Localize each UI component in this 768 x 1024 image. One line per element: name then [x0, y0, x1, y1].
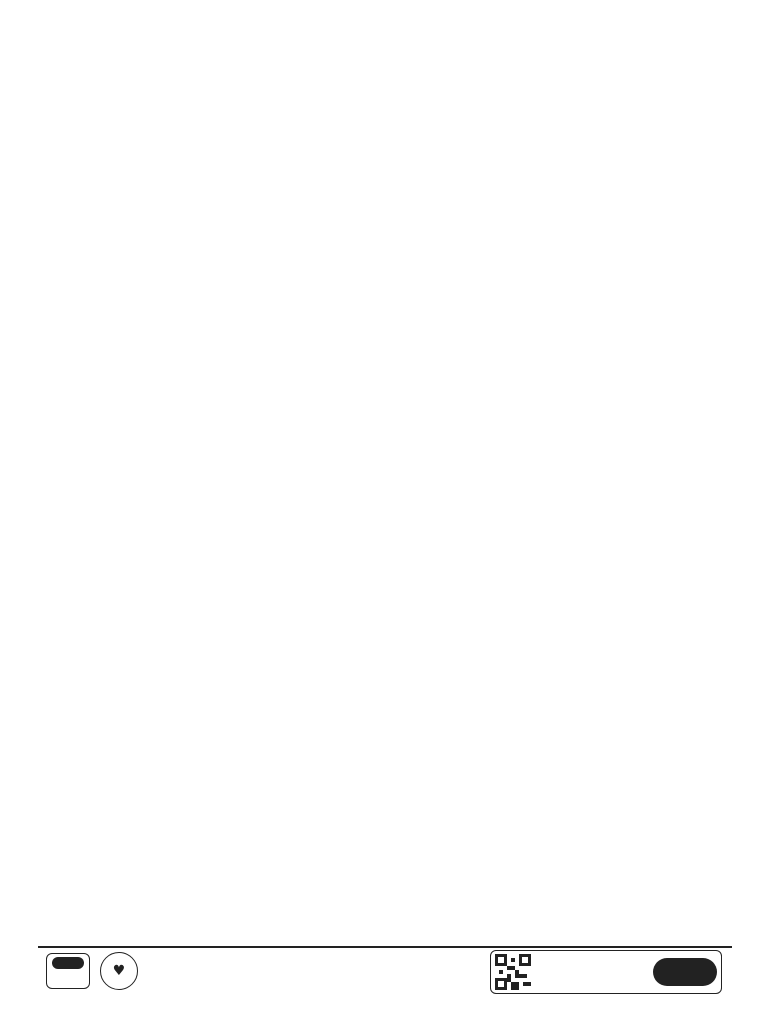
- quality-badge-logo: [46, 953, 90, 989]
- promo-text: [541, 955, 651, 956]
- footer-divider: [38, 946, 732, 948]
- maths-app-promo[interactable]: [490, 950, 722, 994]
- qr-code-icon: [495, 954, 531, 990]
- teacher-created-seal-icon: ♥: [100, 952, 138, 990]
- maths-app-logo: [653, 958, 717, 986]
- badge-brand: [52, 957, 84, 969]
